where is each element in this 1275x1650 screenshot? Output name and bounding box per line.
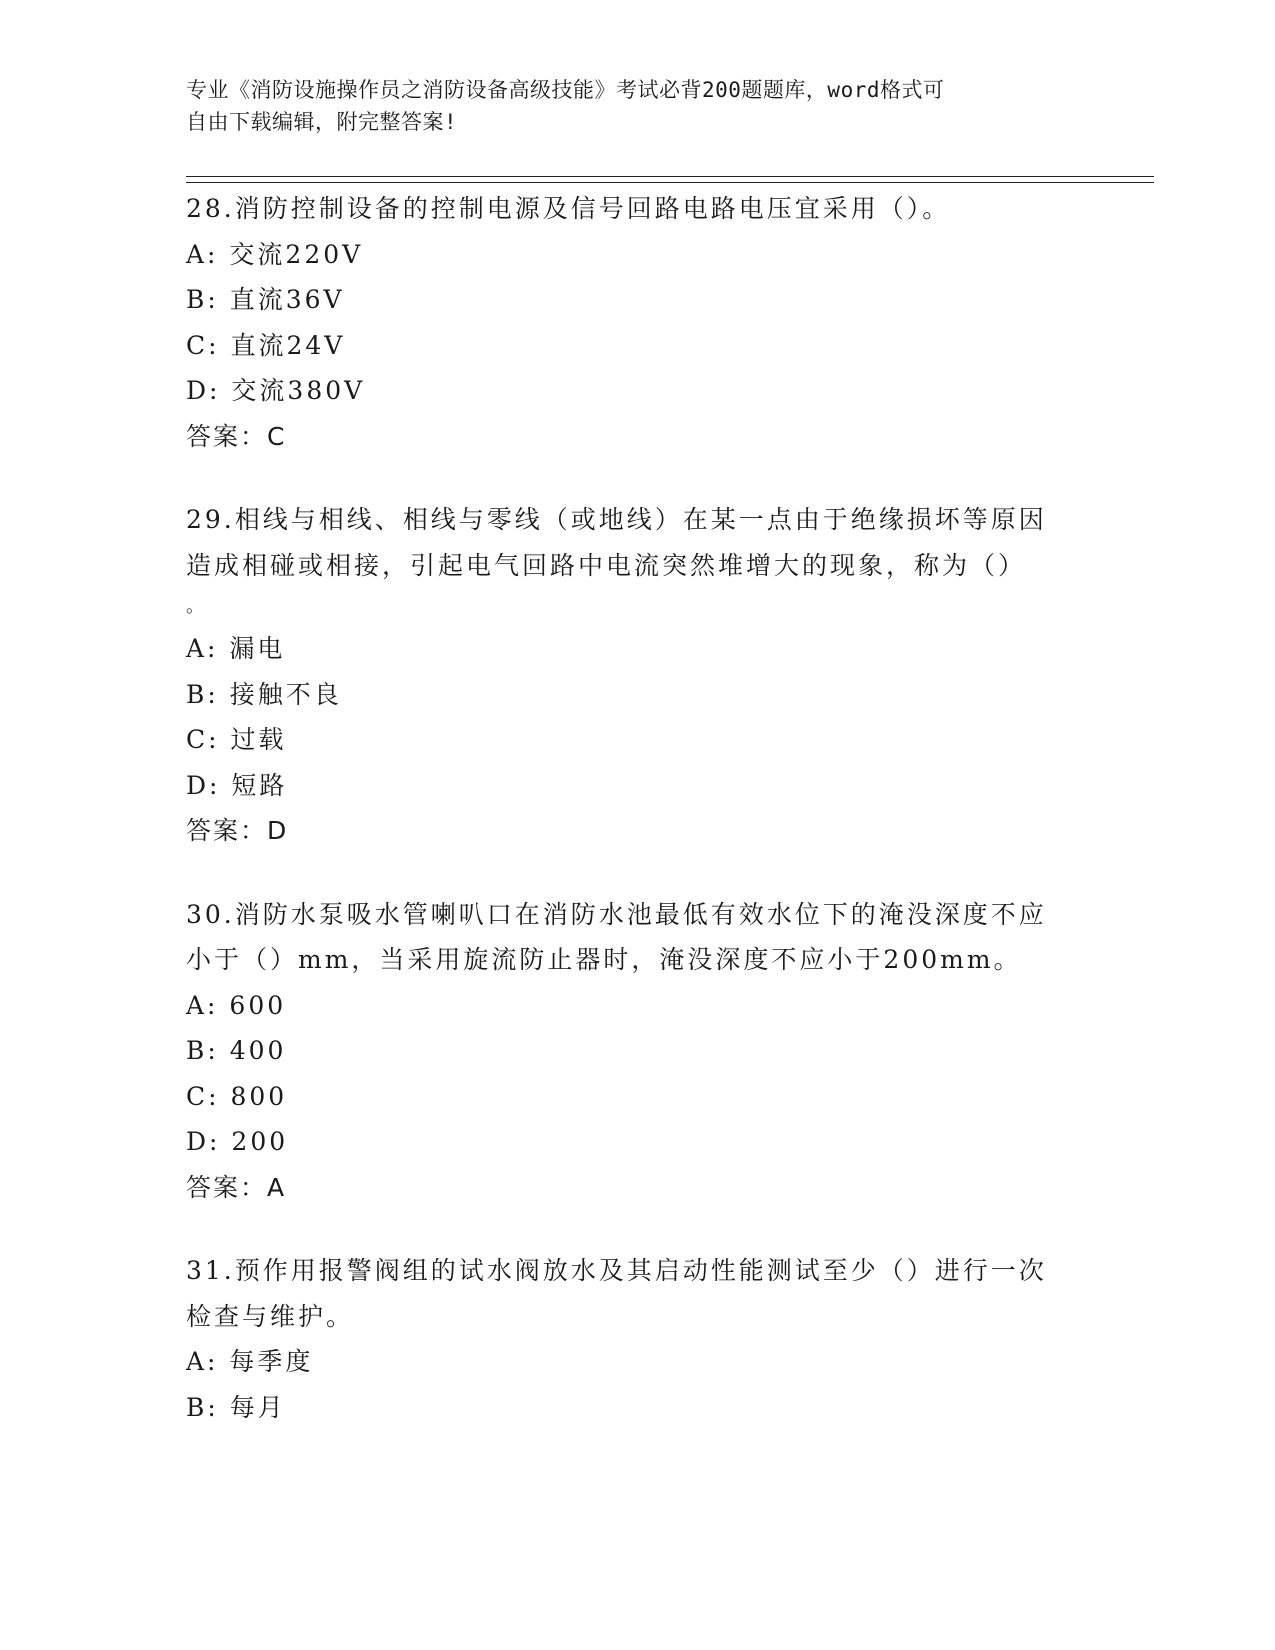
answer-option: A: 交流220V — [186, 239, 364, 269]
question-block — [186, 497, 1086, 854]
answer-key: 答案：C — [186, 421, 287, 451]
header-divider-bottom — [186, 182, 1154, 183]
question-text-line: 30.消防水泵吸水管喇叭口在消防水池最低有效水位下的淹没深度不应 — [186, 899, 1047, 929]
answer-option: D: 200 — [186, 1127, 289, 1156]
answer-key: 答案：D — [186, 816, 289, 845]
question-text-line: 造成相碰或相接，引起电气回路中电流突然堆增大的现象，称为（） — [186, 550, 1027, 580]
answer-option: A: 每季度 — [186, 1347, 314, 1376]
answer-option: C: 过载 — [186, 725, 287, 754]
answer-option: D: 交流380V — [186, 376, 366, 405]
question-text-line: 。 — [186, 596, 207, 617]
answer-option: A: 600 — [186, 990, 287, 1020]
question-text-line: 29.相线与相线、相线与零线（或地线）在某一点由于绝缘损坏等原因 — [186, 505, 1047, 534]
header-divider-top — [186, 176, 1154, 177]
question-text-line: 28.消防控制设备的控制电源及信号回路电路电压宜采用（）。 — [186, 194, 951, 223]
document-header — [186, 74, 1066, 138]
question-block — [186, 1248, 1086, 1430]
answer-option: C: 800 — [186, 1081, 288, 1111]
answer-option: C: 直流24V — [186, 330, 346, 360]
answer-option: B: 接触不良 — [186, 679, 342, 709]
question-block — [186, 892, 1086, 1211]
answer-option: B: 直流36V — [186, 285, 345, 314]
answer-option: A: 漏电 — [186, 634, 286, 663]
answer-key: 答案：A — [186, 1172, 287, 1202]
answer-option: B: 400 — [186, 1036, 287, 1065]
question-block — [186, 186, 1086, 459]
question-text-line: 小于（）mm，当采用旋流防止器时，淹没深度不应小于200mm。 — [186, 945, 1022, 974]
header-line-1: 专业《消防设施操作员之消防设备高级技能》考试必背200题题库，word格式可 — [186, 78, 945, 102]
answer-option: D: 短路 — [186, 770, 288, 800]
answer-option: B: 每月 — [186, 1392, 286, 1422]
question-text-line: 检查与维护。 — [186, 1301, 355, 1331]
question-list — [186, 186, 1086, 1468]
question-text-line: 31.预作用报警阀组的试水阀放水及其启动性能测试至少（）进行一次 — [186, 1256, 1047, 1285]
header-line-2: 自由下载编辑，附完整答案! — [186, 110, 458, 134]
